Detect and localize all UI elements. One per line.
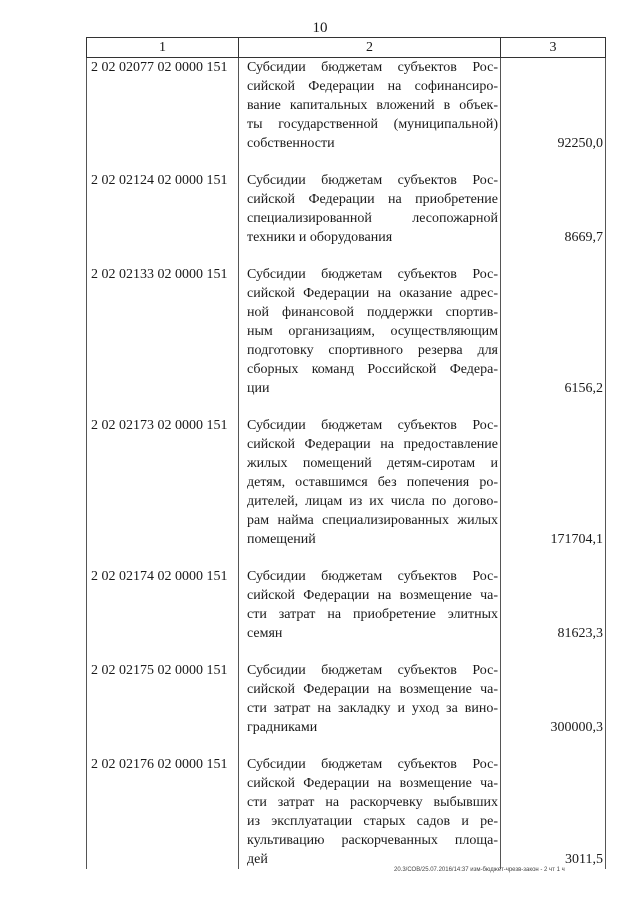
description-line: жилых помещений детям-сиротам и <box>247 456 498 471</box>
row-amount: 300000,3 <box>501 661 606 737</box>
description-line: специализированной лесопожарной <box>247 211 498 226</box>
description-line: ным организациям, осуществляющим <box>247 324 498 339</box>
table-row <box>87 265 606 398</box>
row-code: 2 02 02077 02 0000 151 <box>87 58 239 154</box>
spacer-cell <box>87 643 239 661</box>
description-line: подготовку спортивного резерва для <box>247 343 498 358</box>
budget-table <box>86 37 606 869</box>
document-footer: 20.3/СОВ/25.07.2016/14:37 изм-бюджет-чрезв-закон - 2 чт 1 ч <box>394 867 565 873</box>
spacer-cell <box>239 247 501 265</box>
description-line: сийской Федерации на предоставление <box>247 437 498 452</box>
row-amount: 92250,0 <box>501 58 606 154</box>
table-row <box>87 58 606 154</box>
row-spacer <box>87 643 606 661</box>
table-row <box>87 416 606 549</box>
spacer-cell <box>501 643 606 661</box>
description-line: Субсидии бюджетам субъектов Рос- <box>247 173 498 188</box>
spacer-cell <box>87 549 239 567</box>
column-header-2: 2 <box>239 38 501 58</box>
spacer-cell <box>501 549 606 567</box>
row-amount: 3011,5 <box>501 755 606 869</box>
description-line: Субсидии бюджетам субъектов Рос- <box>247 569 498 584</box>
row-spacer <box>87 737 606 755</box>
spacer-cell <box>501 247 606 265</box>
description-line: помещений <box>247 532 316 547</box>
description-line: ции <box>247 381 270 396</box>
description-line: детям, оставшимся без попечения ро- <box>247 475 498 490</box>
spacer-cell <box>239 737 501 755</box>
spacer-cell <box>239 549 501 567</box>
spacer-cell <box>239 153 501 171</box>
description-line: Субсидии бюджетам субъектов Рос- <box>247 267 498 282</box>
spacer-cell <box>501 153 606 171</box>
row-code: 2 02 02174 02 0000 151 <box>87 567 239 643</box>
table-row <box>87 567 606 643</box>
description-line: Субсидии бюджетам субъектов Рос- <box>247 418 498 433</box>
row-description <box>239 416 501 549</box>
description-line: вание капитальных вложений в объек- <box>247 98 498 113</box>
description-line: сийской Федерации на возмещение ча- <box>247 776 498 791</box>
row-description <box>239 755 501 869</box>
description-line: градниками <box>247 720 318 735</box>
row-spacer <box>87 153 606 171</box>
spacer-cell <box>501 398 606 416</box>
row-spacer <box>87 398 606 416</box>
description-line: рам найма специализированных жилых <box>247 513 498 528</box>
row-code: 2 02 02175 02 0000 151 <box>87 661 239 737</box>
description-line: семян <box>247 626 283 641</box>
row-spacer <box>87 247 606 265</box>
description-line: техники и оборудования <box>247 230 393 245</box>
description-line: Субсидии бюджетам субъектов Рос- <box>247 757 498 772</box>
row-description <box>239 265 501 398</box>
row-spacer <box>87 549 606 567</box>
page-number: 10 <box>312 20 328 36</box>
description-line: сти затрат на приобретение элитных <box>247 607 498 622</box>
row-amount: 8669,7 <box>501 171 606 247</box>
spacer-cell <box>501 737 606 755</box>
description-line: дителей, лицам из их числа по догово- <box>247 494 498 509</box>
table-row <box>87 171 606 247</box>
description-line: собственности <box>247 136 335 151</box>
description-line: сти затрат на раскорчевку выбывших <box>247 795 498 810</box>
description-line: сборных команд Российской Федера- <box>247 362 498 377</box>
description-line: из эксплуатации старых садов и ре- <box>247 814 498 829</box>
column-header-1: 1 <box>87 38 239 58</box>
description-line: культивацию раскорчеванных площа- <box>247 833 498 848</box>
row-description <box>239 567 501 643</box>
description-line: сийской Федерации на возмещение ча- <box>247 682 498 697</box>
description-line: сийской Федерации на софинансиро- <box>247 79 498 94</box>
table-header-row <box>87 38 606 58</box>
row-description <box>239 661 501 737</box>
spacer-cell <box>87 737 239 755</box>
description-line: дей <box>247 852 268 867</box>
description-line: ной финансовой поддержки спортив- <box>247 305 498 320</box>
spacer-cell <box>87 398 239 416</box>
row-description <box>239 171 501 247</box>
description-line: сти затрат на закладку и уход за вино- <box>247 701 498 716</box>
description-line: сийской Федерации на приобретение <box>247 192 498 207</box>
spacer-cell <box>239 643 501 661</box>
row-code: 2 02 02124 02 0000 151 <box>87 171 239 247</box>
description-line: ты государственной (муниципальной) <box>247 117 498 132</box>
description-line: Субсидии бюджетам субъектов Рос- <box>247 60 498 75</box>
description-line: Субсидии бюджетам субъектов Рос- <box>247 663 498 678</box>
row-code: 2 02 02176 02 0000 151 <box>87 755 239 869</box>
description-line: сийской Федерации на возмещение ча- <box>247 588 498 603</box>
column-header-3: 3 <box>501 38 606 58</box>
table-row <box>87 755 606 869</box>
spacer-cell <box>87 153 239 171</box>
spacer-cell <box>87 247 239 265</box>
row-amount: 171704,1 <box>501 416 606 549</box>
table-row <box>87 661 606 737</box>
spacer-cell <box>239 398 501 416</box>
row-code: 2 02 02133 02 0000 151 <box>87 265 239 398</box>
row-description <box>239 58 501 154</box>
row-amount: 81623,3 <box>501 567 606 643</box>
row-amount: 6156,2 <box>501 265 606 398</box>
row-code: 2 02 02173 02 0000 151 <box>87 416 239 549</box>
description-line: сийской Федерации на оказание адрес- <box>247 286 498 301</box>
